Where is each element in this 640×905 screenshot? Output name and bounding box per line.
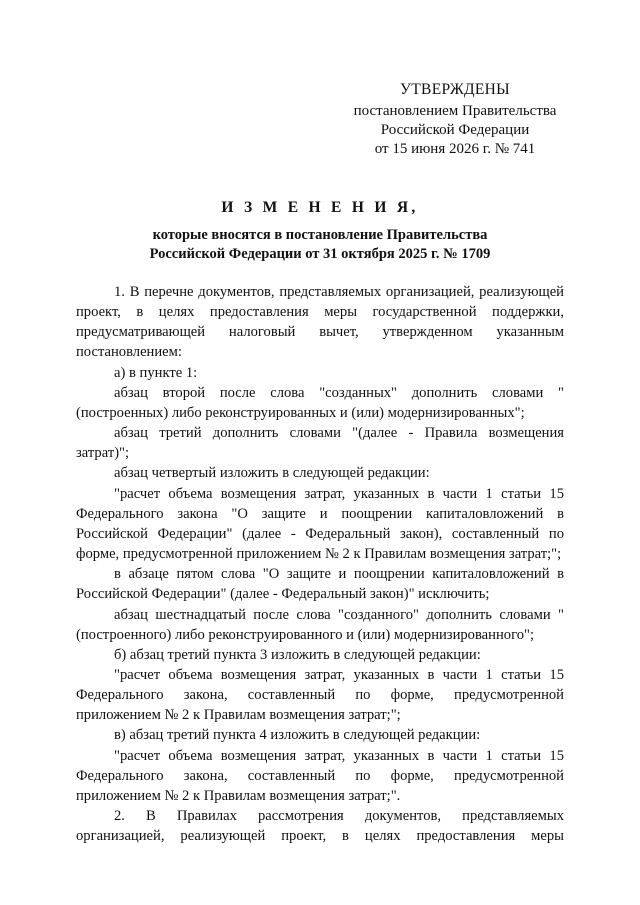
- paragraph-1a-abz16: абзац шестнадцатый после слова "созданного" дополнить словами "(построенного) либо реконструированного и (или) модернизированного";: [76, 606, 564, 643]
- paragraph-1: 1. В перечне документов, представляемых организацией, реализующей проект, в целях предоставления меры государственной поддержки, предусматривающей налоговый вычет, утвержденном указанным постановлением:: [76, 284, 564, 361]
- paragraph-1a-abz4: абзац четвертый изложить в следующей редакции:: [114, 465, 430, 482]
- approval-line: Российской Федерации: [380, 122, 530, 138]
- document-subtitle: [75, 226, 565, 264]
- paragraph-1v-text: "расчет объема возмещения затрат, указанных в части 1 статьи 15 Федерального закона, составленный по форме, предусмотренной приложением № 2 к Правилам возмещения затрат;".: [76, 747, 564, 804]
- approval-line: постановлением Правительства: [353, 103, 557, 119]
- approval-line: от 15 июня 2026 г. № 741: [374, 141, 536, 157]
- paragraph-1a-abz2: абзац второй после слова "созданных" дополнить словами "(построенных) либо реконструированных и (или) модернизированных";: [76, 384, 564, 421]
- paragraph-1b-text: "расчет объема возмещения затрат, указанных в части 1 статьи 15 Федерального закона, составленный по форме, предусмотренной приложением № 2 к Правилам возмещения затрат;";: [76, 666, 564, 724]
- approval-stamp: [340, 80, 570, 159]
- document-title: И З М Е Н Е Н И Я,: [221, 199, 419, 216]
- paragraph-1v: в) абзац третий пункта 4 изложить в следующей редакции:: [114, 727, 481, 744]
- document-heading: [75, 198, 565, 264]
- paragraph-1a-abz5: в абзаце пятом слова "О защите и поощрении капиталовложений в Российской Федерации" (далее - Федеральный закон)" исключить;: [76, 566, 564, 603]
- subtitle-line: которые вносятся в постановление Правительства: [152, 227, 488, 243]
- paragraph-2: 2. В Правилах рассмотрения документов, представляемых организацией, реализующей проект, в целях предоставления меры: [76, 808, 564, 845]
- approval-title: УТВЕРЖДЕНЫ: [400, 81, 510, 98]
- subtitle-line: Российской Федерации от 31 октября 2025 г. № 1709: [149, 246, 491, 262]
- document-body: [76, 282, 564, 846]
- paragraph-1a-abz3: абзац третий дополнить словами "(далее - Правила возмещения затрат)";: [76, 425, 564, 462]
- paragraph-1b: б) абзац третий пункта 3 изложить в следующей редакции:: [114, 646, 481, 663]
- paragraph-1a-abz4-text: "расчет объема возмещения затрат, указанных в части 1 статьи 15 Федерального закона "О защите и поощрении капиталовложений в Российской Федерации" (далее - Федеральный закон), составленный по форме, предусмотренной приложением № 2 к Правилам возмещения затрат;";: [76, 485, 564, 563]
- paragraph-1a: а) в пункте 1:: [114, 364, 198, 381]
